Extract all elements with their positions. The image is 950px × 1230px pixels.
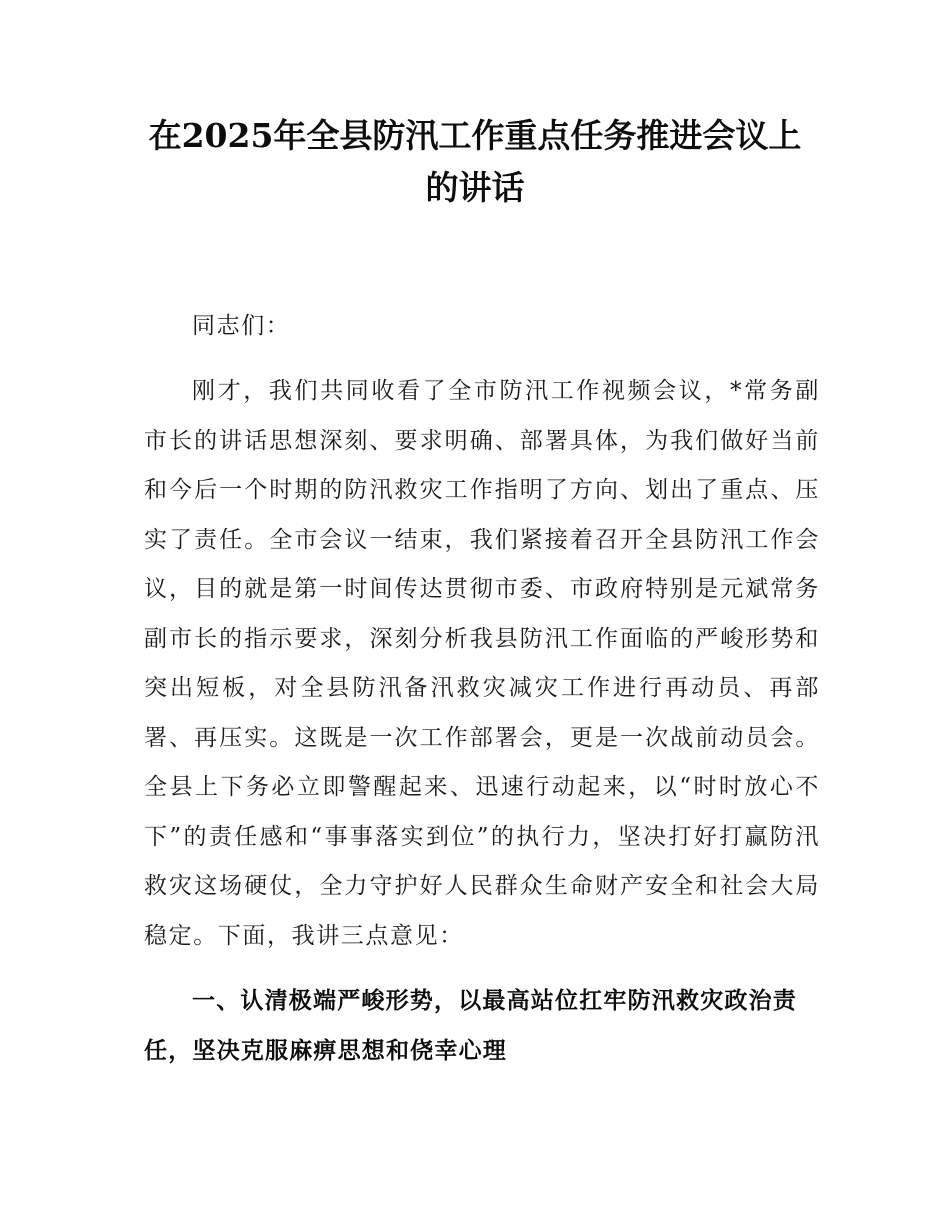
opening-paragraph: 刚才，我们共同收看了全市防汛工作视频会议，*常务副市长的讲话思想深刻、要求明确、部署具体，为我们做好当前和今后一个时期的防汛救灾工作指明了方向、划出了重点、压实了责任。全市会议一结束，我们紧接着召开全县防汛工作会议，目的就是第一时间传达贯彻市委、市政府特别是元斌常务副市长的指示要求，深刻分析我县防汛工作面临的严峻形势和突出短板，对全县防汛备汛救灾减灾工作进行再动员、再部署、再压实。这既是一次工作部署会，更是一次战前动员会。全县上下务必立即警醒起来、迅速行动起来，以“时时放心不下”的责任感和“事事落实到位”的执行力，坚决打好打赢防汛救灾这场硬仗，全力守护好人民群众生命财产安全和社会大局稳定。下面，我讲三点意见：	[144, 378, 820, 949]
salutation: 同志们：	[192, 313, 291, 339]
title-line-1: 在2025年全县防汛工作重点任务推进会议上	[148, 116, 802, 155]
section-1-heading: 一、认清极端严峻形势，以最高站位扛牢防汛救灾政治责任，坚决克服麻痹思想和侥幸心理	[144, 988, 797, 1064]
document-title	[120, 110, 830, 214]
title-line-2: 的讲话	[425, 168, 525, 207]
